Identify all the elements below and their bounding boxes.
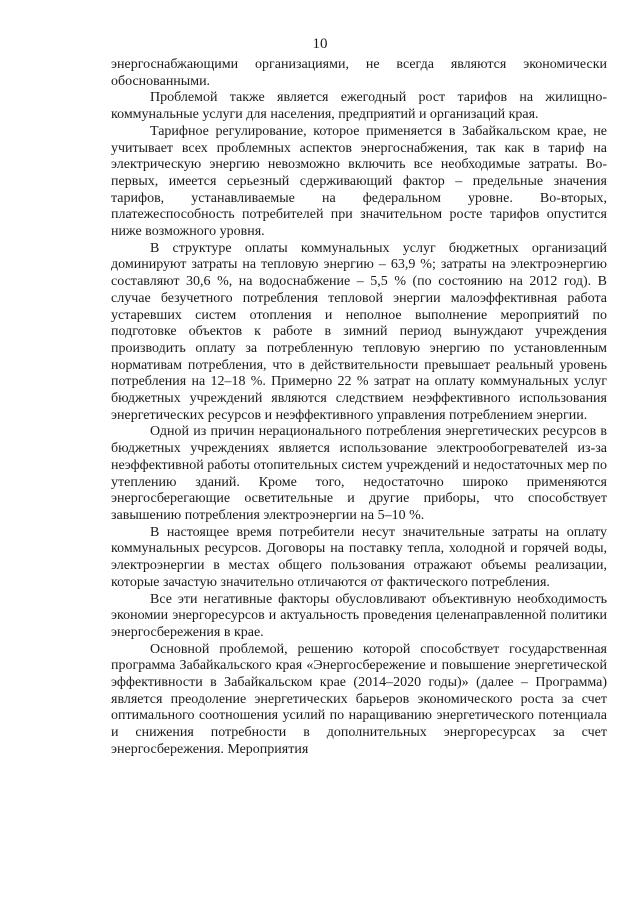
paragraph-budget-costs: В структуре оплаты коммунальных услуг бюджетных организаций доминируют затраты на тепловую энергию – 63,9 %; затраты на электроэнергию составляют 30,6 %, на водоснабжение – 5,5 % (по состоянию на 2012 год). В случае безучетного потребления тепловой энергии малоэффективная работа устаревших систем отопления и неполное выполнение мероприятий по подготовке объектов к работе в зимний период вынуждают учреждения производить оплату за потребленную тепловую энергию по установленным нормативам потребления, что в действительности превышает реальный уровень потребления на 12–18 %. Примерно 22 % затрат на оплату коммунальных услуг бюджетных учреждений являются следствием неэффективного использования энергетических ресурсов и неэффективного управления потреблением энергии. xyxy=(111,240,607,423)
document-body xyxy=(111,57,607,759)
paragraph-main-problem: Основной проблемой, решению которой способствует государственная программа Забайкальского края «Энергосбережение и повышение энергетической эффективности в Забайкальском крае (2014–2020 годы)» (далее – Программа) является преодоление энергетических барьеров экономического роста за счет оптимального соотношения усилий по наращиванию энергетического потенциала и снижения потребности в дополнительных энергоресурсах за счет энергосбережения. Мероприятия xyxy=(111,641,607,757)
paragraph-tariff-growth: Проблемой также является ежегодный рост тарифов на жилищно-коммунальные услуги для населения, предприятий и организаций края. xyxy=(111,90,607,123)
paragraph-negative-factors: Все эти негативные факторы обусловливают объективную необходимость экономии энергоресурсов и актуальность проведения целенаправленной политики энергосбережения в крае. xyxy=(111,591,607,640)
paragraph-irrational-consumption: Одной из причин нерационального потребления энергетических ресурсов в бюджетных учреждениях является использование электрообогревателей из-за неэффективной работы отопительных систем учреждений и недостаточных мер по утеплению зданий. Кроме того, недостаточно широко применяются энергосберегающие осветительные и другие приборы, что способствует завышению потребления электроэнергии на 5–10 %. xyxy=(111,424,607,523)
paragraph-consumer-costs: В настоящее время потребители несут значительные затраты на оплату коммунальных ресурсов. Договоры на поставку тепла, холодной и горячей воды, электроэнергии в местах общего пользования отражают объемы реализации, которые зачастую значительно отличаются от фактического потребления. xyxy=(111,524,607,590)
paragraph-continuation: энергоснабжающими организациями, не всегда являются экономически обоснованными. xyxy=(111,57,607,89)
paragraph-tariff-regulation: Тарифное регулирование, которое применяется в Забайкальском крае, не учитывает всех проблемных аспектов энергоснабжения, так как в тариф на электрическую энергию невозможно включить все необходимые затраты. Во-первых, имеется серьезный сдерживающий фактор – предельные значения тарифов, устанавливаемые на федеральном уровне. Во-вторых, платежеспособность потребителей при значительном росте тарифов опустится ниже возможного уровня. xyxy=(111,123,607,240)
page-number: 10 xyxy=(312,36,328,52)
